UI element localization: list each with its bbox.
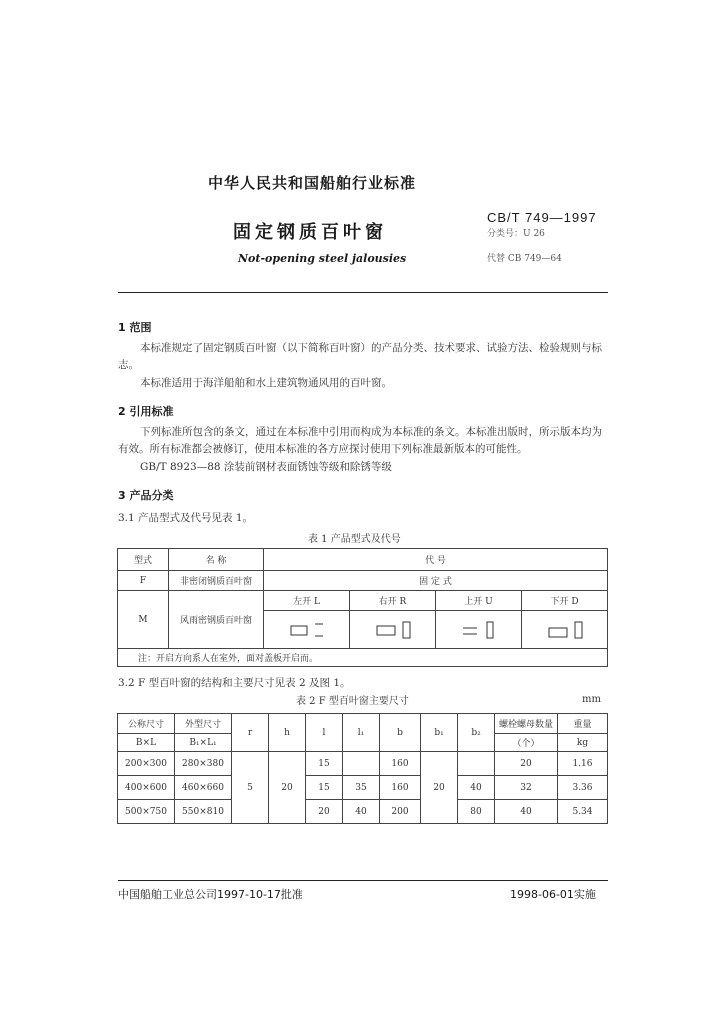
- t2-r1c1: 460×660: [175, 776, 232, 800]
- standard-number: CB/T 749—1997: [487, 210, 597, 225]
- t1-opt-down: 下开 D: [522, 591, 608, 611]
- t2-s10: kg: [558, 734, 608, 752]
- t1-opt-up-diagram: [436, 611, 522, 649]
- t2-h3: h: [269, 714, 306, 752]
- t2-h10: 重量: [558, 714, 608, 734]
- t1-note: 注：开启方向系人在室外，面对盖板开启而。: [118, 649, 608, 667]
- t1-header-name: 名 称: [169, 549, 264, 571]
- footer-rule: [118, 880, 608, 881]
- t2-r-c2: 5: [232, 752, 269, 824]
- t2-h1: 外型尺寸: [175, 714, 232, 734]
- t2-s1: B₁×L₁: [175, 734, 232, 752]
- section-1-heading: 1 范围: [118, 321, 152, 334]
- classification-number: 分类号：U 26: [487, 229, 545, 239]
- document-subtitle: Not-opening steel jalousies: [238, 252, 407, 265]
- t2-r0c5: [343, 752, 380, 776]
- t2-r0c9: 20: [495, 752, 558, 776]
- t2-h9: 螺栓螺母数量: [495, 714, 558, 734]
- t2-r0c10: 1.16: [558, 752, 608, 776]
- section-2-heading: 2 引用标准: [118, 405, 174, 418]
- t1-r1-name: 非密闭钢质百叶窗: [169, 571, 264, 591]
- t2-r2c8: 80: [458, 800, 495, 824]
- t2-h7: b₁: [421, 714, 458, 752]
- section-3-2: 3.2 F 型百叶窗的结构和主要尺寸见表 2 及图 1。: [118, 677, 351, 689]
- t2-s0: B×L: [118, 734, 175, 752]
- t2-r-c7: 20: [421, 752, 458, 824]
- t2-r2c1: 550×810: [175, 800, 232, 824]
- t1-r1-code: 固 定 式: [264, 571, 608, 591]
- t2-r1c8: 40: [458, 776, 495, 800]
- replaces-standard: 代替 CB 749—64: [487, 254, 562, 264]
- header-rule: [118, 292, 608, 293]
- t2-r1c0: 400×600: [118, 776, 175, 800]
- open-right-icon: [373, 620, 413, 640]
- t2-r0c1: 280×380: [175, 752, 232, 776]
- open-up-icon: [459, 620, 499, 640]
- t1-opt-right: 右开 R: [350, 591, 436, 611]
- implementation-date: 1998-06-01实施: [510, 888, 596, 901]
- table-1-caption: 表 1 产品型式及代号: [308, 534, 401, 545]
- t2-h8: b₂: [458, 714, 495, 752]
- t2-r1c10: 3.36: [558, 776, 608, 800]
- t2-r-c3: 20: [269, 752, 306, 824]
- open-down-icon: [545, 620, 585, 640]
- section-1-para-2: 本标准适用于海洋船舶和水上建筑物通风用的百叶窗。: [140, 377, 392, 389]
- t2-r0c8: [458, 752, 495, 776]
- section-2-para-2: GB/T 8923—88 涂装前钢材表面锈蚀等级和除锈等级: [140, 461, 392, 473]
- t2-h2: r: [232, 714, 269, 752]
- t1-opt-up: 上开 U: [436, 591, 522, 611]
- t2-h6: b: [380, 714, 421, 752]
- t1-opt-down-diagram: [522, 611, 608, 649]
- document-title: 固定钢质百叶窗: [233, 222, 387, 243]
- t1-header-type: 型式: [118, 549, 169, 571]
- t2-r1c5: 35: [343, 776, 380, 800]
- open-left-icon: [287, 621, 327, 639]
- t1-r2-name: 风雨密钢质百叶窗: [169, 591, 264, 649]
- table-2: [117, 713, 608, 824]
- approval-line: 中国船舶工业总公司1997-10-17批准: [118, 888, 303, 901]
- t1-r2-type: M: [118, 591, 169, 649]
- t2-r0c6: 160: [380, 752, 421, 776]
- table-2-caption: 表 2 F 型百叶窗主要尺寸: [296, 696, 409, 707]
- t2-r2c9: 40: [495, 800, 558, 824]
- section-3-heading: 3 产品分类: [118, 489, 174, 502]
- t1-header-code: 代 号: [264, 549, 608, 571]
- section-1-para-1: 本标准规定了固定钢质百叶窗（以下简称百叶窗）的产品分类、技术要求、试验方法、检验规则与标志。: [118, 342, 602, 371]
- t1-opt-right-diagram: [350, 611, 436, 649]
- t2-r1c6: 160: [380, 776, 421, 800]
- t1-opt-left-diagram: [264, 611, 350, 649]
- t2-r0c4: 15: [306, 752, 343, 776]
- table-2-unit: mm: [582, 694, 601, 705]
- t1-opt-left: 左开 L: [264, 591, 350, 611]
- t2-h5: l₁: [343, 714, 380, 752]
- t2-r2c0: 500×750: [118, 800, 175, 824]
- t2-h4: l: [306, 714, 343, 752]
- t2-r2c5: 40: [343, 800, 380, 824]
- table-1: [117, 548, 608, 667]
- t2-r2c6: 200: [380, 800, 421, 824]
- t2-r0c0: 200×300: [118, 752, 175, 776]
- t2-r1c4: 15: [306, 776, 343, 800]
- t1-r1-type: F: [118, 571, 169, 591]
- section-3-1: 3.1 产品型式及代号见表 1。: [118, 512, 254, 524]
- issuing-org: 中华人民共和国船舶行业标准: [208, 174, 417, 192]
- t2-r2c4: 20: [306, 800, 343, 824]
- section-2-para-1: 下列标准所包含的条文，通过在本标准中引用而构成为本标准的条文。本标准出版时，所示版本均为有效。所有标准都会被修订，使用本标准的各方应探讨使用下列标准最新版本的可能性。: [118, 426, 602, 455]
- t2-s9: （个）: [495, 734, 558, 752]
- t2-r2c10: 5.34: [558, 800, 608, 824]
- t2-r1c9: 32: [495, 776, 558, 800]
- t2-h0: 公称尺寸: [118, 714, 175, 734]
